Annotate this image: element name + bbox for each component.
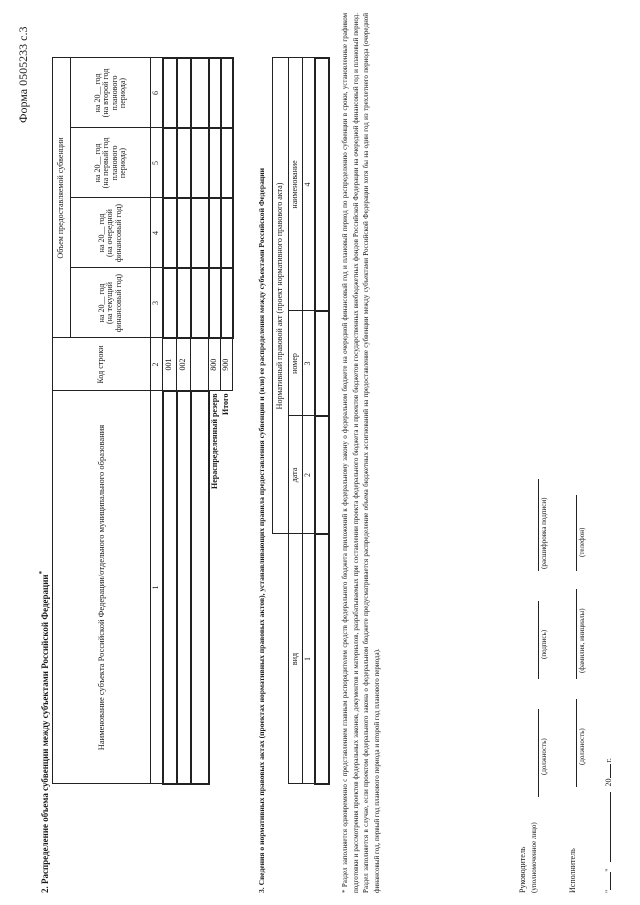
value-cell [221,198,233,268]
header-volume-group: Объем предоставляемой субвенции [53,58,71,338]
header-date: дата [289,416,303,534]
col-number: 1 [303,534,315,784]
row-code-cell: 001 [163,338,177,391]
value-cell [191,58,209,128]
section2-footnote-mark: * [38,570,46,575]
act-name-cell [315,58,329,311]
value-cell [163,268,177,338]
table-row [163,58,177,784]
act-kind-cell [315,534,329,784]
acts-group-header: Нормативный правовой акт (проект нормативного правового акта) [273,58,289,534]
day-blank [610,872,611,890]
normative-acts-table [272,57,330,785]
col-number: 6 [151,58,163,128]
col-number: 1 [151,391,163,784]
section2-title [38,571,50,893]
head-label: Руководитель [518,846,527,893]
header-subject-name: Наименование субъекта Российской Федерации/отдельного муниципального образования [53,391,151,784]
fio-caption: (фамилия, инициалы) [578,608,586,673]
value-cell [221,58,233,128]
col-number: 4 [303,58,315,311]
value-cell [177,58,191,128]
value-cell [163,198,177,268]
subject-name-cell [191,391,209,784]
subject-name-cell [177,391,191,784]
value-cell [177,128,191,198]
year-blank [610,764,611,778]
header-year-plan2: на 20__ год (на второй год планового периода) [71,58,151,128]
subvention-distribution-table [52,57,234,785]
total-code: 900 [221,338,233,391]
year-suffix: г. [604,758,613,763]
col-number: 3 [303,311,315,416]
position-line [538,709,539,797]
table-row-reserve [209,58,221,784]
date-row [604,758,613,893]
col-number: 5 [151,128,163,198]
value-cell [177,198,191,268]
section2-title-text: 2. Распределение объема субвенции между субъектами Российской Федерации [40,574,50,893]
signature-caption: (подпись) [540,629,548,659]
value-cell [209,58,221,128]
year-prefix: 20 [604,778,613,787]
value-cell [209,198,221,268]
row-code-cell: 002 [177,338,191,391]
header-year-plan1: на 20__ год (на первый год планового периода) [71,128,151,198]
exec-position-line [576,699,577,787]
header-name: наименование [289,58,303,311]
month-blank [610,792,611,862]
reserve-label: Нераспределенный резерв [209,391,221,784]
act-number-cell [315,311,329,416]
value-cell [191,268,209,338]
col-number: 3 [151,268,163,338]
section3-title: 3. Сведения о нормативных правовых актах (проектах нормативных правовых актов), устанавливающих правила предоставления субвенции и (или) ее распределения между субъектами Российской Федерации [257,167,266,893]
value-cell [221,128,233,198]
reserve-code: 800 [209,338,221,391]
exec-position-caption: (должность) [578,728,586,765]
signature-line [538,601,539,679]
footnote-text: * Раздел заполняется одновременно с представлением главным распорядителем средств федерального бюджета приложений к федеральному закону о федеральном бюджете на очередной финансовый год и плановый период по распределению субвенции в сроки, установленные графиком подготовки и рассмотрения проектов федеральных законов, документов и материалов, разрабатываемых при составлении проекта федерального бюджета и проектов бюджетов государственных внебюджетных фондов Российской Федерации на очередной финансовый год и плановый период. Раздел заполняется в случае, если проектом федерального закона о федеральном бюджете предусматривается распределение объема бюджетных ассигнований на предоставление субвенции между субъектами Российской Федерации хотя бы на один год из трехлетнего периода (очередной финансовый год, первый год планового периода и второй год планового периода). [341,13,381,893]
phone-line [576,495,577,571]
value-cell [191,128,209,198]
position-caption: (должность) [540,738,548,775]
executor-label: Исполнитель [568,848,577,893]
date-quote-close: " [604,868,613,872]
subject-name-cell [163,391,177,784]
decoding-caption: (расшифровка подписи) [540,497,548,569]
value-cell [163,128,177,198]
date-quote-open: " [604,889,613,893]
value-cell [209,268,221,338]
table-row [177,58,191,784]
value-cell [163,58,177,128]
value-cell [221,268,233,338]
col-number: 2 [151,338,163,391]
value-cell [209,128,221,198]
header-year-current: на 20__ год (на текущий финансовый год) [71,268,151,338]
header-row-code: Код строки [53,338,151,391]
value-cell [191,198,209,268]
phone-caption: (телефон) [578,527,586,557]
table-row [191,58,209,784]
value-cell [177,268,191,338]
form-number-label: Форма 0505233 с.3 [16,26,30,123]
col-number: 2 [303,416,315,534]
fio-line [576,589,577,679]
header-number: номер [289,311,303,416]
col-number: 4 [151,198,163,268]
table-row-total [221,58,233,784]
table-row [315,58,329,784]
total-label: Итого [221,391,233,784]
header-year-next: на 20__ год (на очередной финансовый год) [71,198,151,268]
header-kind: вид [289,534,303,784]
acts-empty-corner [273,534,289,784]
decoding-line [538,479,539,571]
act-date-cell [315,416,329,534]
head-label-sub: (уполномоченное лицо) [530,822,538,893]
row-code-cell [191,338,209,391]
